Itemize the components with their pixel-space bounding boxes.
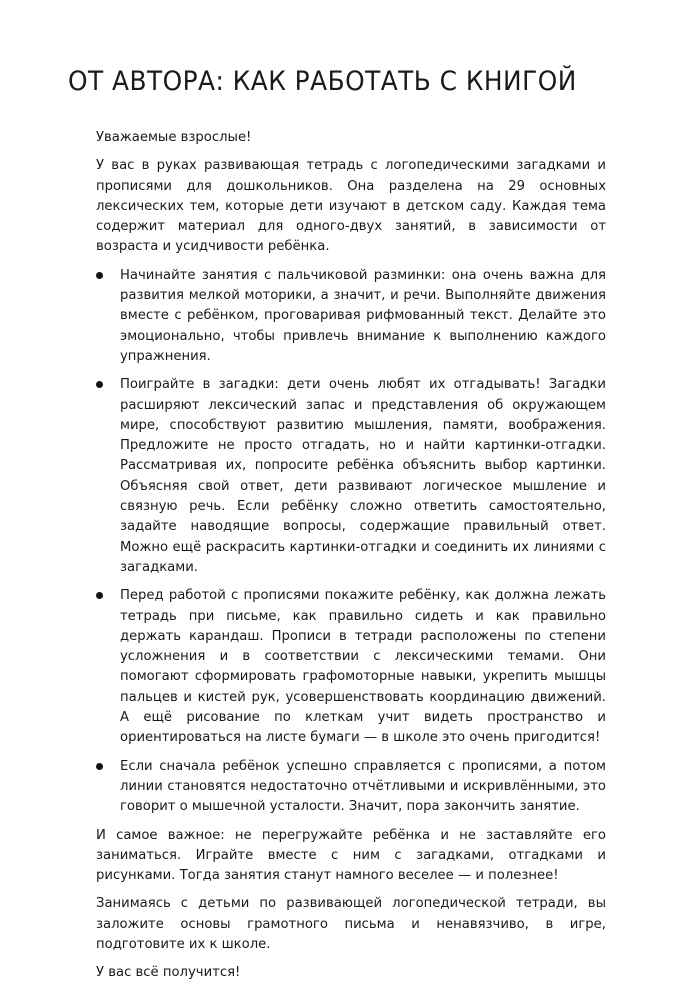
tip-text: Если сначала ребёнок успешно справляется с прописями, а потом линии становятся недостаточно отчётливыми и искривлёнными, это говорит о мышечной усталости. Значит, пора закончить занятие. [120, 758, 606, 815]
tip-text: Перед работой с прописями покажите ребёнку, как должна лежать тетрадь при письме, как правильно сидеть и как правильно держать карандаш. Прописи в тетради расположены по степени усложнения и в соответствии с лексическими темами. Они помогают сформировать графомоторные навыки, укрепить мышцы пальцев и кистей рук, усовершенствовать координацию движений. А ещё рисование по клеткам учит видеть пространство и ориентироваться на листе бумаги — в школе это очень пригодится! [120, 588, 606, 746]
tip-text: Поиграйте в загадки: дети очень любят их отгадывать! Загадки расширяют лексический запас и представления об окружающем мире, способствуют развитию мышления, памяти, воображения. Предложите не просто отгадать, но и найти картинки-отгадки. Рассматривая их, попросите ребёнка объяснить выбор картинки. Объясняя свой ответ, дети развивают логическое мышление и связную речь. Если ребёнку сложно ответить самостоятельно, задайте наводящие вопросы, содержащие правильный ответ. Можно ещё раскрасить картинки-отгадки и соединить их линиями с загадками. [120, 377, 606, 575]
list-item [96, 586, 606, 748]
bullet-dot-icon [96, 592, 103, 599]
important-paragraph: И самое важное: не перегружайте ребёнка и не заставляйте его заниматься. Играйте вместе с ним с загадками, отгадками и рисунками. Тогда занятия станут намного веселее — и полезнее! [96, 827, 606, 884]
tips-list [96, 266, 606, 818]
signoff-paragraph: У вас всё получится! [96, 965, 241, 981]
tip-text: Начинайте занятия с пальчиковой разминки: она очень важна для развития мелкой моторики, а значит, и речи. Выполняйте движения вместе с ребёнком, проговаривая рифмованный текст. Делайте это эмоционально, чтобы привлечь внимание к выполнению каждого упражнения. [120, 267, 606, 364]
bullet-dot-icon [96, 381, 103, 388]
bullet-dot-icon [96, 272, 103, 279]
intro-paragraph: У вас в руках развивающая тетрадь с логопедическими загадками и прописями для дошкольников. Она разделена на 29 основных лексических тем, которые дети изучают в детском саду. Каждая тема содержит материал для одного-двух занятий, в зависимости от возраста и усидчивости ребёнка. [96, 158, 606, 255]
page-title: ОТ АВТОРА: КАК РАБОТАТЬ С КНИГОЙ [68, 66, 577, 97]
list-item [96, 375, 606, 578]
list-item [96, 757, 606, 818]
greeting-paragraph: Уважаемые взрослые! [96, 130, 252, 145]
closing-paragraph: Занимаясь с детьми по развивающей логопедической тетради, вы заложите основы грамотного письма и ненавязчиво, в игре, подготовите их к школе. [96, 896, 606, 952]
list-item [96, 266, 606, 367]
page-body [96, 128, 606, 992]
bullet-dot-icon [96, 763, 103, 770]
